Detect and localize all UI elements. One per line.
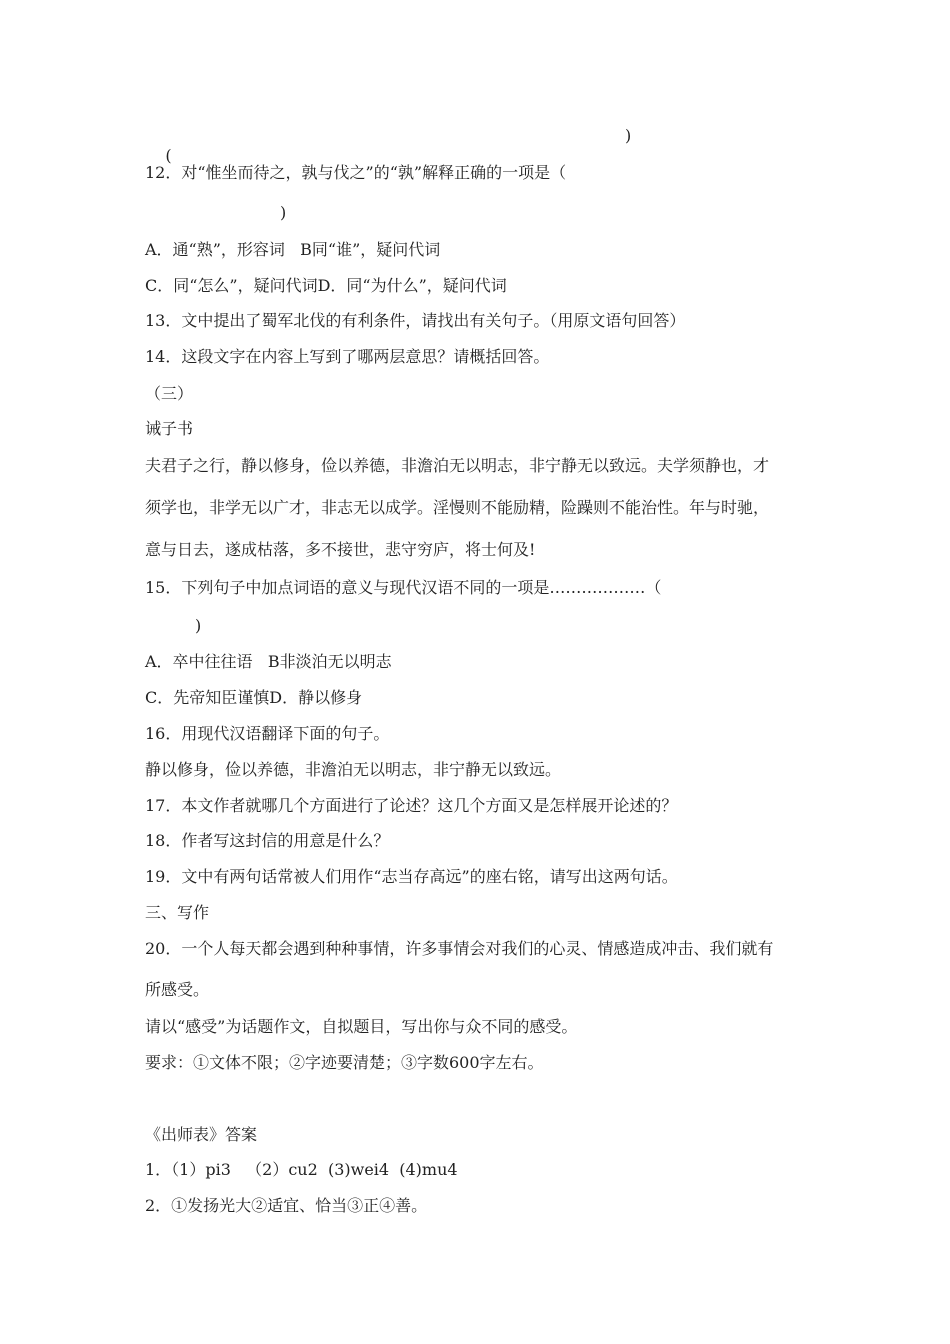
question-12-close-paren: ) (280, 203, 287, 222)
question-20-prompt: 请以“感受”为话题作文，自拟题目，写出你与众不同的感受。 (145, 1017, 578, 1036)
question-15-options-ab: A．卒中往往语 B非淡泊无以明志 (145, 652, 392, 671)
question-20-line: 所感受。 (145, 980, 210, 999)
question-15-options-cd: C．先帝知臣谨慎D．静以修身 (145, 688, 363, 707)
question-15: 15．下列句子中加点词语的意义与现代汉语不同的一项是………………（ (145, 578, 662, 597)
question-18: 18．作者写这封信的用意是什么？ (145, 831, 390, 850)
passage-title: 诫子书 (145, 419, 194, 438)
answer-line: 2．①发扬光大②适宜、恰当③正④善。 (145, 1196, 428, 1215)
question-14: 14．这段文字在内容上写到了哪两层意思？请概括回答。 (145, 347, 550, 366)
open-paren: ( (165, 146, 172, 165)
passage-line: 意与日去，遂成枯落，多不接世，悲守穷庐，将士何及! (145, 540, 536, 559)
section-three-heading: （三） (145, 384, 194, 403)
question-17: 17．本文作者就哪几个方面进行了论述？这几个方面又是怎样展开论述的？ (145, 796, 678, 815)
writing-section-heading: 三、写作 (145, 903, 210, 922)
passage-line: 夫君子之行，静以修身，俭以养德，非澹泊无以明志，非宁静无以致远。夫学须静也，才 (145, 456, 770, 475)
question-16: 16．用现代汉语翻译下面的句子。 (145, 724, 390, 743)
close-paren: ) (625, 126, 632, 145)
question-13: 13．文中提出了蜀军北伐的有利条件，请找出有关句子。（用原文语句回答） (145, 311, 686, 330)
question-19: 19．文中有两句话常被人们用作“志当存高远”的座右铭，请写出这两句话。 (145, 867, 678, 886)
question-20-requirements: 要求：①文体不限；②字迹要清楚；③字数600字左右。 (145, 1053, 544, 1072)
question-12-options-ab: A．通“熟”，形容词 B同“谁”，疑问代词 (145, 240, 441, 259)
question-15-close-paren: ) (195, 616, 202, 635)
answer-line: 1．（1）pi3 （2）cu2 (3)wei4 (4)mu4 (145, 1160, 458, 1179)
question-16-sentence: 静以修身，俭以养德，非澹泊无以明志，非宁静无以致远。 (145, 760, 562, 779)
passage-line: 须学也，非学无以广才，非志无以成学。淫慢则不能励精，险躁则不能治性。年与时驰， (145, 498, 770, 517)
question-20-line: 20．一个人每天都会遇到种种事情，许多事情会对我们的心灵、情感造成冲击、我们就有 (145, 939, 774, 958)
question-12: 12．对“惟坐而待之，孰与伐之”的“孰”解释正确的一项是（ (145, 163, 567, 182)
answers-title: 《出师表》答案 (145, 1125, 258, 1144)
question-12-options-cd: C．同“怎么”，疑问代词D．同“为什么”，疑问代词 (145, 276, 507, 295)
